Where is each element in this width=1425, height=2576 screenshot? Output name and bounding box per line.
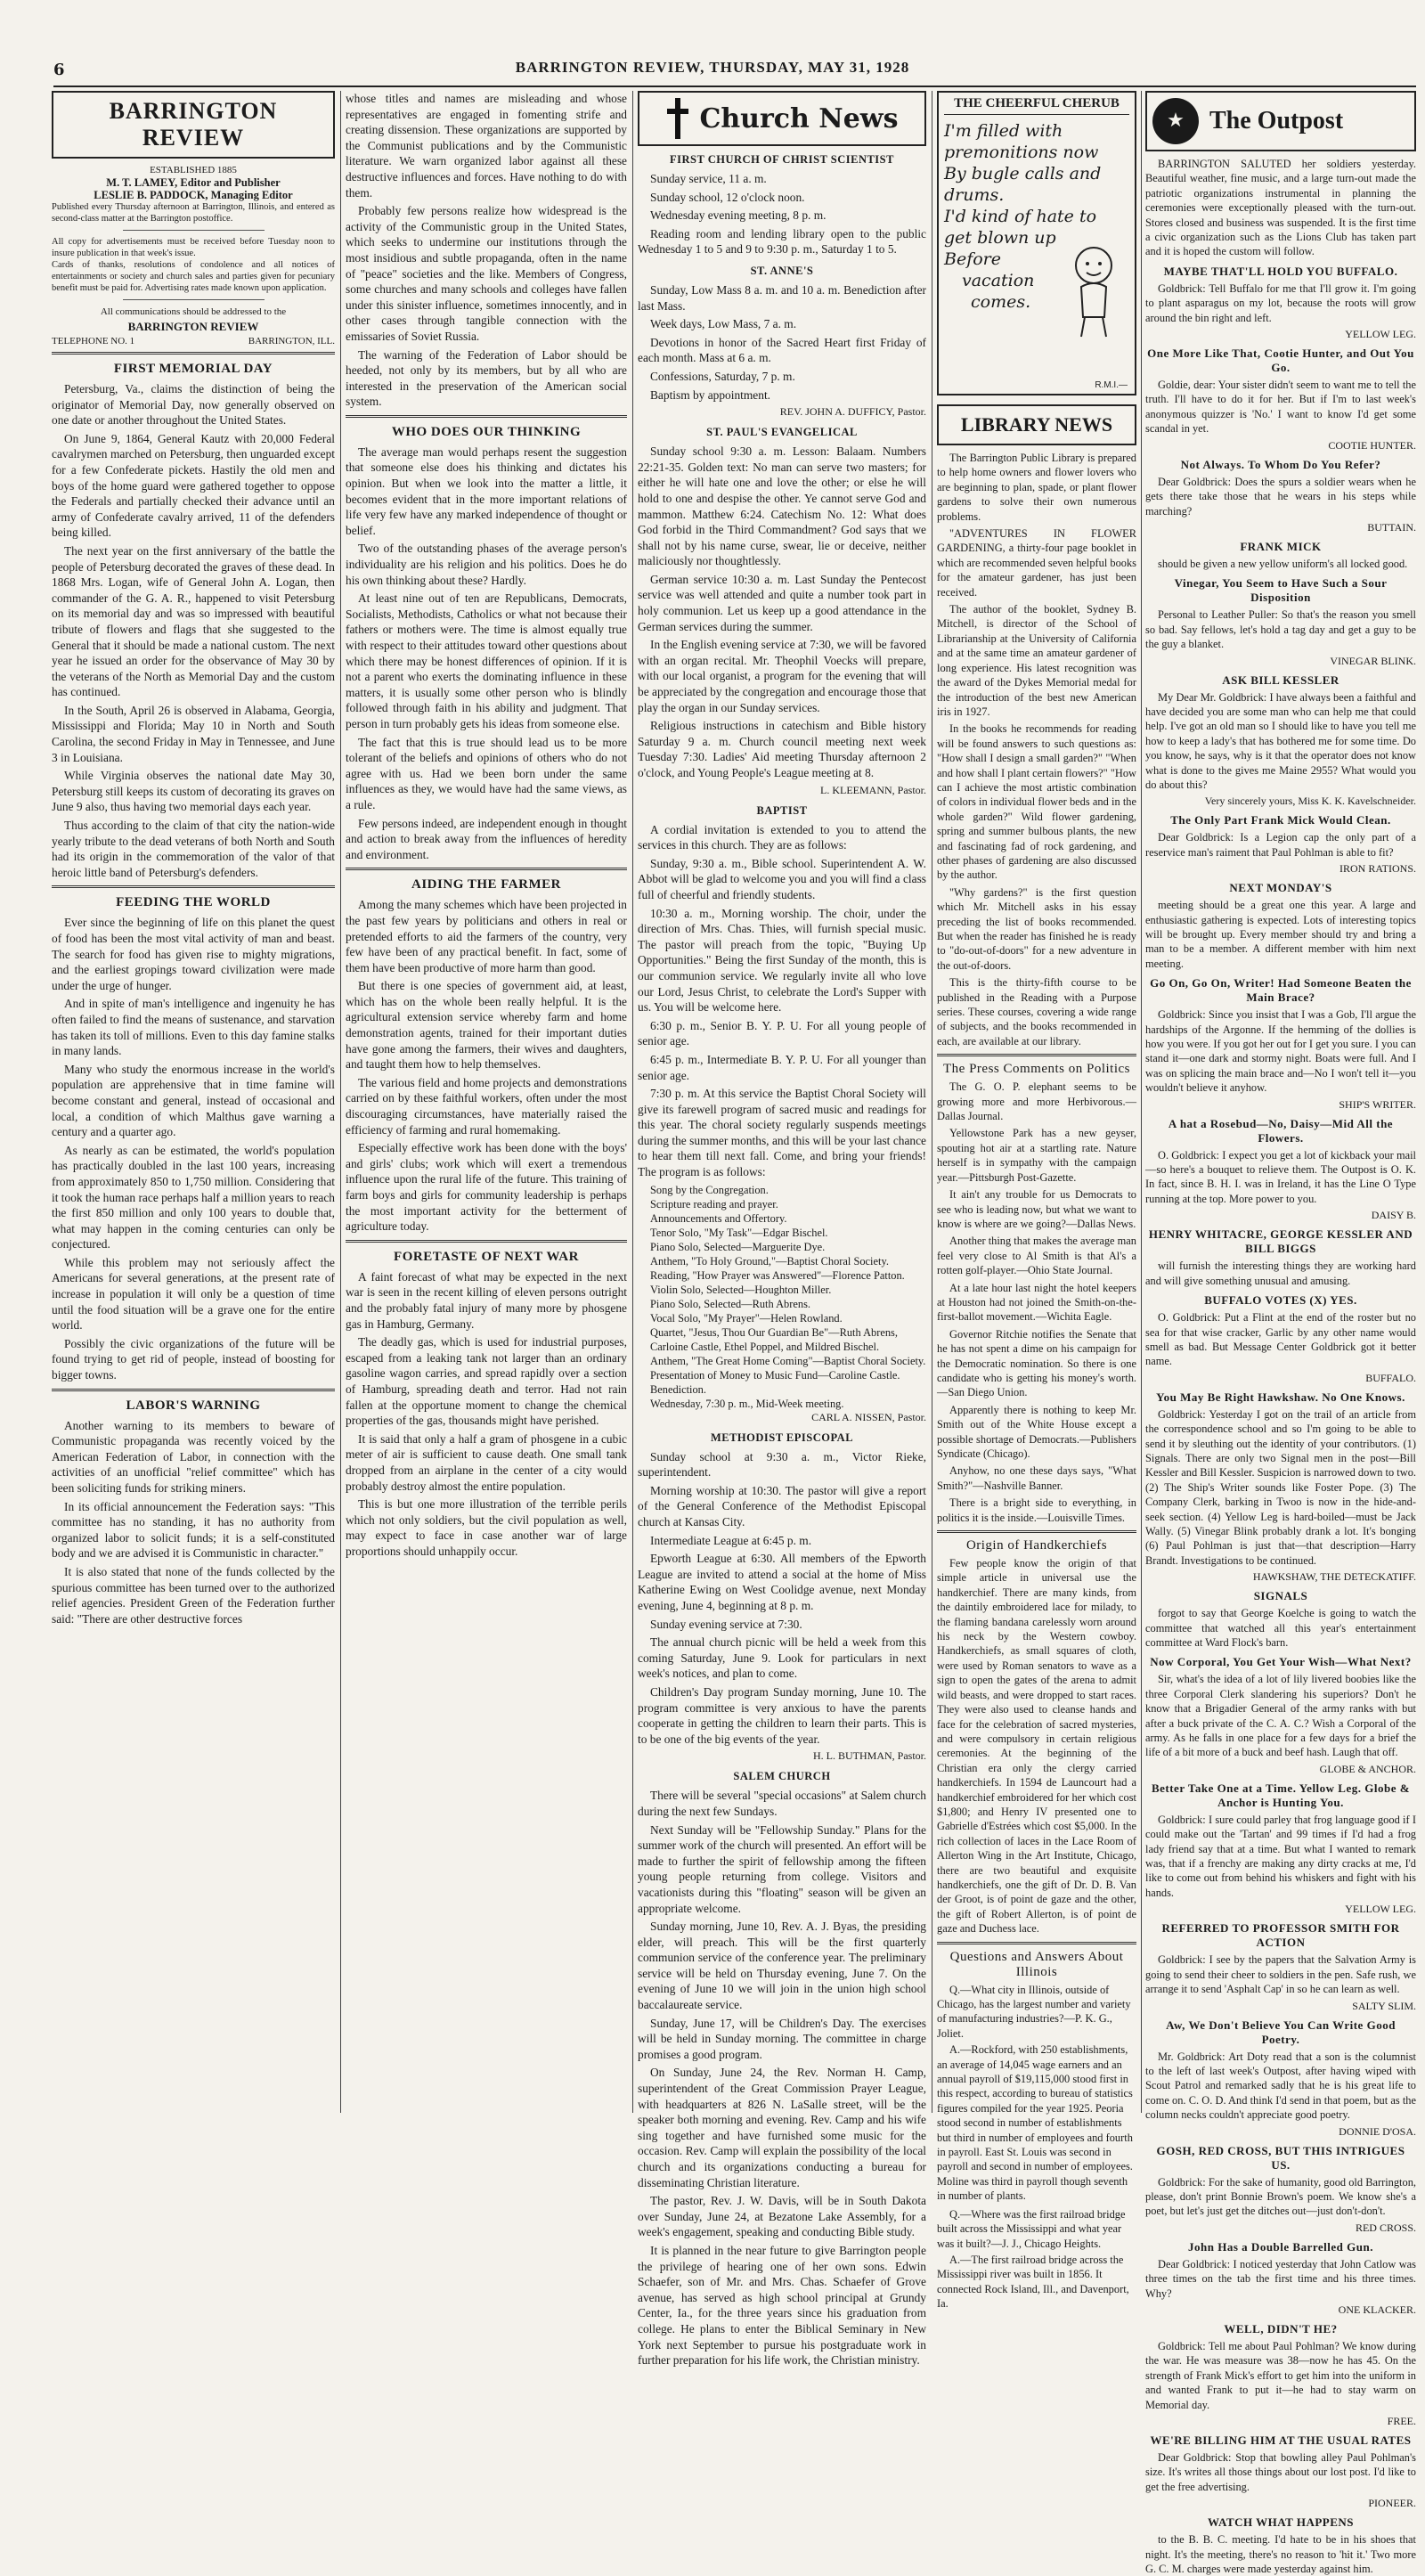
memorial-headline: FIRST MEMORIAL DAY <box>113 362 273 376</box>
outpost-title: The Outpost <box>1209 107 1344 135</box>
separator <box>346 1240 627 1243</box>
separator <box>123 299 265 300</box>
press-item: Another thing that makes the average man feel very close to Al Smith is that Al's a rotten golf-player.—Ohio State Journal. <box>937 1235 1136 1277</box>
outpost-item-text: Dear Goldbrick: Is a Legion cap the only part of a reservice man's raiment that Paul Pohlman is able to fit? <box>1145 831 1416 859</box>
outpost-item-title: You May Be Right Hawkshaw. No One Knows. <box>1156 1390 1405 1404</box>
managing-editor-line: LESLIE B. PADDOCK, Managing Editor <box>94 189 293 201</box>
separator <box>937 1942 1136 1944</box>
qa-answer: A.—The first railroad bridge across the Mississippi river was built in 1856. It connected Rock Island, Ill., and Davenport, Ia. <box>937 2253 1129 2311</box>
outpost-item-title: ASK BILL KESSLER <box>1222 673 1340 687</box>
memorial-para: In the South, April 26 is observed in Alabama, Georgia, Mississippi and Florida; May 10 in North and South Carolina, the second Friday in May in Tennessee, and June 3 in Louisiana. <box>52 703 335 764</box>
outpost-item-signature: SALTY SLIM. <box>1352 1999 1416 2012</box>
feeding-para: Possibly the civic organizations of the future will be found trying to get rid of people, instead of boosting for bigger towns. <box>52 1336 335 1382</box>
st-anne-line: Week days, Low Mass, 7 a. m. <box>650 317 797 331</box>
church-news-header <box>638 91 926 146</box>
outpost-item-text: O. Goldbrick: I expect you get a lot of kickback your mail—so here's a bouquet to relieve them. The Outpost is O. K. In fact, since B. H. I. was in Ireland, it has the Line O Type running at the top. More power to you. <box>1145 1148 1416 1205</box>
column-5 <box>1145 91 1416 2576</box>
outpost-item-text: Goldbrick: Tell Buffalo for me that I'll grow it. I'm going to plant asparagus on my lot, because the roots will grow around the bin right and left. <box>1145 281 1416 324</box>
st-anne-line: Confessions, Saturday, 7 p. m. <box>650 369 795 383</box>
thinking-para: The fact that this is true should lead us to be more tolerant of the beliefs and opinions of others who do not agree with us. Had we been born under the same influences as they, we would have had the same views, as a rule. <box>346 735 627 811</box>
program-item: Quartet, "Jesus, Thou Our Guardian Be"—Ruth Abrens, Carloine Castle, Ethel Poppel, and Mildred Bischel. <box>650 1325 898 1353</box>
feeding-para: Ever since the beginning of life on this planet the quest of food has been the most vital activity of man and beast. The search for food has given rise to mighty migrations, and the earliest gropings toward civilization were made under the urge of hunger. <box>52 916 335 992</box>
masthead-title: BARRINGTON REVIEW, THURSDAY, MAY 31, 1928 <box>515 59 910 76</box>
salem-title: SALEM CHURCH <box>733 1770 831 1783</box>
separator <box>52 352 335 355</box>
poem-line: By bugle calls and <box>944 164 1102 183</box>
outpost-item-title: WATCH WHAT HAPPENS <box>1207 2515 1355 2530</box>
press-item: At a late hour last night the hotel keepers at Houston had not joined the Smith-on-the-first-ballot movement.—Wichita Eagle. <box>937 1281 1136 1324</box>
separator <box>937 1054 1136 1056</box>
library-news-header: LIBRARY NEWS <box>937 404 1136 445</box>
cherub-icon <box>1065 244 1122 342</box>
methodist-para: Morning worship at 10:30. The pastor will give a report of the General Conference of the Methodist Episcopal church at Kansas City. <box>638 1483 926 1529</box>
press-item: It ain't any trouble for us Democrats to see who is leading now, but what we want to know is where are we going?—Dallas News. <box>937 1188 1136 1230</box>
labor-cont-para: The warning of the Federation of Labor should be heeded, not only by its members, but by all who are interested in the preservation of the American social system. <box>346 347 627 409</box>
thinking-para: The average man would perhaps resent the suggestion that someone else does his thinking and dictates his opinion. But when we look into the matter a little, it becomes evident that in the more important relations of life very few have any marked independence of thought or belief. <box>346 444 627 537</box>
outpost-item-signature: HAWKSHAW, THE DETECKATIFF. <box>1252 1570 1416 1584</box>
program-item: Piano Solo, Selected—Ruth Abrens. <box>650 1297 810 1310</box>
christian-science-line: Sunday service, 11 a. m. <box>650 172 767 185</box>
church-news-title: Church News <box>699 102 899 135</box>
handkerchiefs-headline: Origin of Handkerchiefs <box>965 1538 1108 1553</box>
program-item: Scripture reading and prayer. <box>650 1197 778 1211</box>
st-anne-title: ST. ANNE'S <box>750 264 814 277</box>
outpost-item-text: Mr. Goldbrick: Art Doty read that a son is the columnist to the left of last week's Outpost, after having wiped with Scout Patrol and remarked sadly that he is his great life to come on. C. O. D. And think I'd send in that poem, but as the column necks couldn't appreciate good poetry. <box>1145 2050 1416 2122</box>
outpost-item-text: Goldbrick: Tell me about Paul Pohlman? We know during the war. He was measure was 38—now he has 45. On the strength of Frank Mick's effort to get him into the uniform in and wanted Frank to put it—he had to stay warm on Memorial day. <box>1145 2339 1416 2411</box>
program-item: Anthem, "The Great Home Coming"—Baptist Choral Society. <box>650 1354 926 1367</box>
labor-headline: LABOR'S WARNING <box>126 1398 261 1413</box>
labor-cont-para: Probably few persons realize how widespread is the activity of the Communistic group in the United States, which seeks to undermine our institutions through the most insidious and subtle propaganda, often in the name of "peace" societies and the like. Members of Congress, some churches and many schools and colleges have fallen under this sinister influence, sometimes innocently, and in other cases through tangible connection with the emissaries of Soviet Russia. <box>346 204 627 343</box>
outpost-item-signature: IRON RATIONS. <box>1339 862 1416 876</box>
column-2 <box>346 91 627 2113</box>
war-para: It is said that only a half a gram of phosgene in a cubic meter of air is sufficient to cause death. One small tank dropped from an airplane in the center of a city would probably destroy almost the entire population. <box>346 1431 627 1493</box>
outpost-item-signature: SHIP'S WRITER. <box>1339 1097 1416 1111</box>
city: BARRINGTON, ILL. <box>248 336 335 346</box>
qa-headline: Questions and Answers About Illinois <box>949 1949 1124 1979</box>
library-para: In the books he recommends for reading will be found answers to such questions as: "How shall I design a small garden?" "When and how shall I plant certain flowers?" "How can I achieve the most artistic combination of colors in individual flower beds and in the whole garden?" Wild flower gardening, spring and summer bulbous plants, the new and fascinating fad of rock gardening, and other phases of gardening are also discussed by the author. <box>937 722 1136 882</box>
poem-line: get blown up <box>944 228 1056 248</box>
separator <box>123 230 265 231</box>
christian-science-line: Wednesday evening meeting, 8 p. m. <box>650 208 826 223</box>
war-headline: FORETASTE OF NEXT WAR <box>394 1249 579 1264</box>
outpost-item-title: SIGNALS <box>1253 1589 1308 1603</box>
salem-para: On Sunday, June 24, the Rev. Norman H. Camp, superintendent of the Great Commission Prayer League, with headquarters at 826 N. LaSalle street, will be the speaker both morning and evening. Rev. Camp and his wife sing together and have furnished some music for the occasion. Rev. Camp will explain the possibility of the local church and its organizations conducting a bureau for disseminating Christian literature. <box>638 2066 926 2189</box>
column-divider <box>340 91 341 2113</box>
qa-question: Q.—What city in Illinois, outside of Chicago, has the largest number and variety of manufacturing industries?—P. K. G., Joliet. <box>937 1983 1131 2040</box>
outpost-item-title: One More Like That, Cootie Hunter, and Out You Go. <box>1147 346 1414 375</box>
outpost-item-text: Dear Goldbrick: Stop that bowling alley Paul Pohlman's size. It's writes all those things about our lost post. I'd like to get the free advertising. <box>1145 2451 1416 2493</box>
program-item: Piano Solo, Selected—Marguerite Dye. <box>650 1240 826 1253</box>
war-para: The deadly gas, which is used for industrial purposes, escaped from a leaking tank not larger than an ordinary gasoline wagon carries, and spread rapidly over a section of Hamburg, spreading death and terror. Had not rain fallen at the opportune moment to change the chemical properties of the gas, thousands might have perished. <box>346 1335 627 1428</box>
baptist-para: 6:30 p. m., Senior B. Y. P. U. For all young people of senior age. <box>638 1018 926 1048</box>
press-item: Anyhow, no one these days says, "What Smith?"—Nashville Banner. <box>937 1464 1136 1492</box>
war-para: A faint forecast of what may be expected in the next war is seen in the recent killing of eleven persons outright and the probably fatal injury of many more by phosgene gas in Hamburg, Germany. <box>346 1269 627 1331</box>
baptist-para: 10:30 a. m., Morning worship. The choir, under the direction of Mrs. Chas. Thies, will furnish special music. The pastor will preach from the topic, "Buying Up Opportunities." Being the first Sunday of the month, this is our communion service. We regularly invite all who love our Lord, Jesus Christ, to celebrate the Lord's Supper with us. You will be welcome here. <box>638 906 926 1015</box>
feeding-para: As nearly as can be estimated, the world's population has practically doubled in the last 100 years, increasing from approximately 850 to 1,750 million. Considering that it took the human race perhaps half a million years to reach the first 850 million and only 100 years to double that, what may happen in the coming centuries can only be conjectured. <box>52 1143 335 1251</box>
outpost-item-text: to the B. B. C. meeting. I'd hate to be in his shoes that night. It's the meeting, there's no reason to 'hit it.' Two more G. C. M. charges were made yesterday against him. <box>1145 2533 1416 2576</box>
feeding-para: Many who study the enormous increase in the world's population are apprehensive that in time famine will become constant and general, instead of occasional and local, a condition of which Malthus gave warning a century and a quarter ago. <box>52 1062 335 1139</box>
handkerchiefs-para: Few people know the origin of that simple article in universal use the handkerchief. There are many kinds, from the daintily embroidered lace for milady, to the flaming bandana carelessly worn around his neck by the Western cowboy. Handkerchiefs, as small squares of cloth, were used by Roman senators to wave as a sign to open the gates of the arena to admit wild beasts, and were dropped to start races. They were also used to cleanse hands and face for the celebration of sacred mysteries, and were compulsory in certain religious ceremonies. At the beginning of the Christian era only the clergy carried handkerchiefs. In 1594 de Launcourt had a handkerchief embroidered for her which cost $1,800; and Henry IV presented one to Gabrielle d'Estrées which cost $5,000. In the rich collection of laces in the Lace Room of Allerton Wing in the Art Institute, Chicago, there are two beautiful and exquisite handkerchiefs, one the gift of Dr. D. B. Van der Groot, is of point de gaze and the other, the gift of Robert Allerton, is of point de gaze and Duchess lace. <box>937 1557 1136 1936</box>
poem-line: comes. <box>971 292 1031 312</box>
editor-line: M. T. LAMEY, Editor and Publisher <box>106 176 281 189</box>
library-para: This is the thirty-fifth course to be published in the Reading with a Purpose series. These courses, covering a wide range of subjects, and the books recommended in each, are available at our library. <box>937 976 1136 1048</box>
outpost-item-signature: BUTTAIN. <box>1367 520 1416 534</box>
outpost-item-title: Aw, We Don't Believe You Can Write Good Poetry. <box>1166 2018 1396 2046</box>
column-3 <box>638 91 926 2368</box>
masthead-rule <box>53 86 1416 87</box>
outpost-item-text: Sir, what's the idea of a lot of lily livered boobies like the three Corporal Clerk slandering his superiors? Don't he know that a Brigadier General of the army ranks with but after a buck private of the C. A. C.? Wish a Corporal of the army. As he falls in one place for a few days for a brief the life of a bit more of a buck and beef hash. Laugh that off. <box>1145 1673 1416 1759</box>
thinking-para: Two of the outstanding phases of the average person's individuality are his religion and his politics. Does he do his own thinking about these? Hardly. <box>346 542 627 587</box>
outpost-item-signature: DONNIE D'OSA. <box>1339 2124 1416 2138</box>
outpost-item-title: BUFFALO VOTES (X) YES. <box>1204 1293 1357 1308</box>
outpost-item-signature: COOTIE HUNTER. <box>1328 438 1416 452</box>
outpost-item-signature: FREE. <box>1387 2415 1416 2427</box>
program-item: Tenor Solo, "My Task"—Edgar Bischel. <box>650 1226 828 1239</box>
labor-para: Another warning to its members to beware of Communistic propaganda was recently voiced by the American Federation of Labor, in connection with the activities of an unofficial "relief committee" which has been soliciting funds for striking miners. <box>52 1418 335 1495</box>
st-paul-para: Religious instructions in catechism and Bible history Saturday 9 a. m. Church council meeting next week Tuesday 7:30. Ladies' Aid meeting Thursday afternoon 2 o'clock, and Young People's League meeting at 8. <box>638 719 926 779</box>
farmer-headline: AIDING THE FARMER <box>411 877 561 893</box>
outpost-item-title: Go On, Go On, Writer! Had Someone Beaten the Main Brace? <box>1150 976 1412 1005</box>
feeding-headline: FEEDING THE WORLD <box>116 895 271 910</box>
outpost-item-text: O. Goldbrick: Put a Flint at the end of the roster but no sea for that wise cracker, Garlic by any other name would smell as bad. But Message Center Goldbrick got it better name. <box>1145 1311 1416 1368</box>
outpost-item-title: Now Corporal, You Get Your Wish—What Next? <box>1150 1655 1412 1669</box>
christian-science-line: Sunday school, 12 o'clock noon. <box>650 190 805 204</box>
paper-name: BARRINGTON REVIEW <box>109 98 278 151</box>
outpost-item-title: A hat a Rosebud—No, Daisy—Mid All the Flowers. <box>1168 1116 1394 1145</box>
cherub-signature: R.M.I.— <box>1095 380 1128 390</box>
salem-para: There will be several "special occasions" at Salem church during the next few Sundays. <box>638 1789 926 1818</box>
outpost-item-signature: Very sincerely yours, Miss K. K. Kavelschneider. <box>1204 795 1416 808</box>
published-note: Published every Thursday afternoon at Barrington, Illinois, and entered as second-class matter at the Barrington postoffice. <box>52 202 335 224</box>
press-comments-headline: The Press Comments on Politics <box>943 1062 1130 1077</box>
library-para: "ADVENTURES IN FLOWER GARDENING, a thirty-four page booklet in which are recommended seven helpful books for the amateur gardener, has just been received. <box>937 527 1136 599</box>
memorial-para: On June 9, 1864, General Kautz with 20,000 Federal cavalrymen marched on Petersburg, then unguarded except for a few Confederate pickets. Hastily the old men and boys of the home guard were gathered together to oppose the Federals and partially checked their advance until an army of Confederate cavalry arrived, 11 of the defenders being killed. <box>52 431 335 540</box>
poem-line: premonitions now <box>944 143 1099 162</box>
baptist-title: BAPTIST <box>756 803 808 817</box>
outpost-item-title: WE'RE BILLING HIM AT THE USUAL RATES <box>1150 2433 1412 2447</box>
separator <box>52 885 335 888</box>
outpost-intro: BARRINGTON SALUTED her soldiers yesterday. Beautiful weather, fine music, and a large turn-out made the patriotic organizations instrumental in planning the ceremonies were exceptionally pleased with the turn-out. Stores closed and business was suspended. It is the first time a civic organization such as the Lions Club has taken part and it is hoped the custom will follow. <box>1145 158 1416 258</box>
program-item: Anthem, "To Holy Ground,"—Baptist Choral Society. <box>650 1254 889 1268</box>
cross-icon <box>665 98 690 139</box>
communications-note: All communications should be addressed to the <box>100 306 287 317</box>
outpost-item-title: NEXT MONDAY'S <box>1229 881 1332 895</box>
outpost-item-title: FRANK MICK <box>1240 539 1322 553</box>
outpost-item-signature: GLOBE & ANCHOR. <box>1319 1762 1416 1775</box>
outpost-item-text: Goldbrick: I see by the papers that the Salvation Army is going to send their cheer to soldiers in the pen. Safe rush, we arrange it to send 'Asphalt Cap' in so he can learn as well. <box>1145 1953 1416 1996</box>
outpost-item-signature: YELLOW LEG. <box>1345 1903 1416 1916</box>
qa-question: Q.—Where was the first railroad bridge built across the Mississippi and what year was it built?—J. J., Chicago Heights. <box>937 2207 1126 2250</box>
outpost-header <box>1145 91 1416 151</box>
thinking-para: Few persons indeed, are independent enough in thought and action to break away from the influences of heredity and environment. <box>346 816 627 861</box>
press-item: There is a bright side to everything, in politics it is the inside.—Louisville Times. <box>937 1496 1136 1524</box>
press-item: Yellowstone Park has a new geyser, spouting hot air at a startling rate. Nature herself is in sympathy with the campaign year.—Pittsburgh Post-Gazette. <box>937 1127 1136 1184</box>
methodist-para: Intermediate League at 6:45 p. m. <box>650 1533 812 1547</box>
library-para: The author of the booklet, Sydney B. Mitchell, is director of the School of Librarianship at the University of California and at the same time an amateur gardener of long experience. His latest recognition was the award of the Dykes Memorial medal for the introduction of the best new American iris in 1927. <box>937 603 1136 718</box>
feeding-para: And in spite of man's intelligence and ingenuity he has often failed to find the means of sustenance, and starvation has taken its toll of millions. Even to this day famine stalks in many lands. <box>52 997 335 1058</box>
address-name: BARRINGTON REVIEW <box>127 320 259 333</box>
outpost-item-title: The Only Part Frank Mick Would Clean. <box>1170 813 1391 827</box>
legion-seal-icon: ★ <box>1152 98 1199 144</box>
cards-note: Cards of thanks, resolutions of condolence and all notices of entertainments or society and church sales and parties given for pecuniary benefit must be paid for. Advertising rates made known upon application. <box>52 260 335 293</box>
salem-para: Sunday, June 17, will be Children's Day. The exercises will be held in Sunday morning. The committee in charge promises a good program. <box>638 2016 926 2061</box>
program-item: Wednesday, 7:30 p. m., Mid-Week meeting. <box>650 1397 844 1410</box>
outpost-item-text: Dear Goldbrick: I noticed yesterday that John Catlow was three times on the tab the first time and his three times. Why? <box>1145 2257 1416 2300</box>
poem-line: I'd kind of hate to <box>944 207 1097 226</box>
copy-note: All copy for advertisements must be received before Tuesday noon to insure publication in that week's issue. <box>52 237 335 258</box>
outpost-item-text: Personal to Leather Puller: So that's the reason you smell so bad. Say fellows, let's hold a tag day and get a guy to be the guy a blanket. <box>1145 608 1416 651</box>
baptist-para: Sunday, 9:30 a. m., Bible school. Superintendent A. W. Abbot will be glad to welcome you and you will find a class full of cheerful and friendly students. <box>638 856 926 901</box>
outpost-item-text: meeting should be a great one this year. A large and enthusiastic gathering is expected. Lots of interesting topics will be brought up. Every member should try and bring a man to be a member. A different member with him next meeting. <box>1145 899 1416 970</box>
library-para: "Why gardens?" is the first question which Mr. Mitchell asks in his essay preceding the list of books recommended. But when the reader has finished he is ready to "do-out-of-doors" for a new adventure in the out-of-doors. <box>937 885 1136 972</box>
st-anne-line: Devotions in honor of the Sacred Heart first Friday of each month. Mass at 6 a. m. <box>638 335 926 365</box>
program-item: Vocal Solo, "My Prayer"—Helen Rowland. <box>650 1311 843 1325</box>
press-item: Apparently there is nothing to keep Mr. Smith out of the White House except a possible shortage of Democrats.—Publishers Syndicate (Chicago). <box>937 1403 1136 1460</box>
salem-para: The pastor, Rev. J. W. Davis, will be in South Dakota over Sunday, June 24, at Bezatone Lake Assembly, for a week's engagement, speaking and conducting Bible study. <box>638 2194 926 2239</box>
outpost-item-signature: ONE KLACKER. <box>1338 2303 1416 2316</box>
outpost-item-text: Goldbrick: For the sake of humanity, good old Barrington, please, don't print Bonnie Brown's poem. We know she's a poet, but let's just get the ditches out—just don't-don't. <box>1145 2175 1416 2218</box>
baptist-para: 7:30 p. m. At this service the Baptist Choral Society will give its farewell program of sacred music and readings for this year. The choral society regularly suspends meetings during the summer months, and this will be your last chance to hear them till next fall. Come, and bring your friends! The program is as follows: <box>638 1087 926 1179</box>
methodist-para: Epworth League at 6:30. All members of the Epworth League are invited to attend a social at the home of Miss Katherine Ewing on West Coolidge avenue, next Monday evening, June 4, beginning at 8 p. m. <box>638 1552 926 1612</box>
column-4 <box>937 91 1136 2311</box>
outpost-item-text: forgot to say that George Koelche is going to watch the committee that watched all this year's entertainment committee at Ward Flock's barn. <box>1145 1607 1416 1649</box>
farmer-para: Especially effective work has been done with the boys' and girls' clubs; work which will exert a tremendous influence upon the rural life of the future. This training of farm boys and girls for community leadership is perhaps the most important activity for the betterment of agriculture today. <box>346 1141 627 1234</box>
paper-nameplate <box>52 91 335 159</box>
memorial-para: While Virginia observes the national date May 30, Petersburg still keeps its custom of decorating its graves on June 9 also, thus having two memorial days each year. <box>52 769 335 814</box>
outpost-item-text: should be given a new yellow uniform's all locked good. <box>1158 557 1408 570</box>
st-paul-para: Sunday school 9:30 a. m. Lesson: Balaam. Numbers 22:21-35. Golden text: No man can serve two masters; for either he will hate one and love the other; or else he will hold to one and despise the other. Ye cannot serve God and mammon. Matthew 6:24. Catechism No. 12: What does God forbid in the Third Commandment? God says that we shall not by his name curse, swear, lie or deceive, neither maliciously nor thoughtlessly. <box>638 444 926 568</box>
outpost-item-signature: PIONEER. <box>1368 2497 1416 2510</box>
labor-cont-para: whose titles and names are misleading and whose representatives are engaged in fomenting strife and creating dissension. These organizations are supported by the Communist publications and by the Communistic literature. We warn organized labor against all these destructive influences and forces. Have nothing to do with them. <box>346 92 627 200</box>
outpost-item-signature: YELLOW LEG. <box>1345 328 1416 341</box>
poem-line: Before <box>944 249 1002 269</box>
outpost-item-text: Goldbrick: I sure could parley that frog language good if I could make out the 'Tartan' and 99 times if I'd had a frog lady friend say that at a time. But what I wanted to remark was, that if a frenchy are making any dirty cracks at me, I'd like to come out from behind his whiskers and fight with his hands. <box>1145 1813 1416 1899</box>
press-item: Governor Ritchie notifies the Senate that he has not spent a dime on his campaign for the Democratic nomination. So there is one candidate who is getting his money's worth.—San Diego Union. <box>937 1327 1136 1399</box>
baptist-para: A cordial invitation is extended to you to attend the services in this church. They are as follows: <box>638 822 926 852</box>
thinking-headline: WHO DOES OUR THINKING <box>391 424 582 439</box>
outpost-item-text: Goldbrick: Since you insist that I was a Gob, I'll argue the hardships of the Argonne. If the hemming of the dollies is how you were. If you got her out for I get you sure. I you can stand it—one dark and stormy night. Boats were full. And I was on splicing the main brace and—No I won't tell it—you wouldn't believe it anyhow. <box>1145 1008 1416 1095</box>
program-item: Reading, "How Prayer was Answered"—Florence Patton. <box>650 1268 905 1282</box>
labor-para: In its official announcement the Federation says: "This committee has no standing, it has no authority from organized labor to solicit funds; it is a self-constituted body and we are advised it is Communistic in character." <box>52 1499 335 1561</box>
outpost-item-text: Dear Goldbrick: Does the spurs a soldier wears when he gets there take those that he wears in his steps while marching? <box>1145 475 1416 518</box>
library-para: The Barrington Public Library is prepared to help home owners and flower lovers who are beginning to plan, spade, or plant flower gardens to solve their own numerous problems. <box>937 452 1136 523</box>
separator <box>937 1530 1136 1533</box>
separator <box>52 1389 335 1391</box>
press-item: The G. O. P. elephant seems to be growing more and more Herbivorous.—Dallas Journal. <box>937 1080 1136 1123</box>
column-divider <box>1141 91 1142 2113</box>
farmer-para: But there is one species of government aid, at least, which has on the whole been really helpful. It is the agricultural extension service whereby farm and home demonstration agents, trained for their important duties have gone among the farmers, their wives and daughters, and taught them how to help themselves. <box>346 979 627 1072</box>
methodist-para: Sunday evening service at 7:30. <box>650 1617 802 1631</box>
outpost-item-title: Vinegar, You Seem to Have Such a Sour Disposition <box>1174 576 1388 605</box>
christian-science-title: FIRST CHURCH OF CHRIST SCIENTIST <box>670 153 894 166</box>
salem-para: Sunday morning, June 10, Rev. A. J. Byas, the presiding elder, will preach. This will be the first quarterly communion service of the conference year. The preliminary service will be held on Thursday evening, June 7. On the evening of June 10 we will join in the union high school baccalaureate service. <box>638 1920 926 2012</box>
outpost-item-title: MAYBE THAT'LL HOLD YOU BUFFALO. <box>1163 264 1398 278</box>
separator <box>346 868 627 870</box>
st-anne-signature: REV. JOHN A. DUFFICY, Pastor. <box>779 405 926 419</box>
poem-line: I'm filled with <box>944 121 1063 141</box>
methodist-para: Children's Day program Sunday morning, June 10. The program committee is very anxious to have the parents cooperate in getting the children to learn their parts. This is to be one of the big events of the year. <box>638 1684 926 1746</box>
program-item: Presentation of Money to Music Fund—Caroline Castle. <box>650 1368 900 1382</box>
st-anne-line: Baptism by appointment. <box>650 387 771 402</box>
methodist-signature: H. L. BUTHMAN, Pastor. <box>812 1749 926 1763</box>
salem-para: It is planned in the near future to give Barrington people the privilege of hearing one of her own sons. Edwin Schaefer, son of Mr. and Mrs. Chas. Schaefer of Grove avenue, has served as high school principal at Grundy Center, Ia., for the three years since his graduation from college. He plans to enter the Biblical Seminary in New York next September to pursue his postgraduate work in further preparation for his life work, the Christian ministry. <box>638 2243 926 2368</box>
st-anne-line: Sunday, Low Mass 8 a. m. and 10 a. m. Benediction after last Mass. <box>638 282 926 313</box>
outpost-item-text: My Dear Mr. Goldbrick: I have always been a faithful and have decided you are some man who can help me that could help. I've got an old man so I should like to have you tell me how to keep a lady's that has bothered me for some time. Do you know, he says, why is it that the operator does not know what is done to the gives me Maine 2955? What would you do about this? <box>1145 690 1416 791</box>
christian-science-line: Reading room and lending library open to the public Wednesday 1 to 5 and 9 to 9:30 p. m., Saturday 1 to 5. <box>638 226 926 257</box>
column-divider <box>632 91 633 2113</box>
st-paul-signature: L. KLEEMANN, Pastor. <box>820 783 926 796</box>
farmer-para: Among the many schemes which have been projected in the past few years by politicians and others in real or pretended efforts to aid the farmers of the country, very few have been of any practical benefit. In fact, some of them have been productive of more harm than good. <box>346 898 627 974</box>
baptist-para: 6:45 p. m., Intermediate B. Y. P. U. For all younger than senior age. <box>638 1052 926 1082</box>
outpost-item-title: WELL, DIDN'T HE? <box>1224 2321 1338 2336</box>
separator <box>346 415 627 418</box>
labor-para: It is also stated that none of the funds collected by the spurious committee has been turned over to the authorized relief agencies. President Green of the Federation further said: "There are other destructive forces <box>52 1564 335 1626</box>
outpost-item-title: Better Take One at a Time. Yellow Leg. Globe & Anchor is Hunting You. <box>1151 1781 1411 1809</box>
salem-para: Next Sunday will be "Fellowship Sunday." Plans for the summer work of the church will presented. An effort will be made to further the spirit of fellowship among the fifteen young people returning from college. Visitors and vacationists during this "floating" season will be given an appropriate welcome. <box>638 1822 926 1915</box>
outpost-item-text: will furnish the interesting things they are working hard and will give something unusual and amusing. <box>1145 1259 1416 1287</box>
qa-answer: A.—Rockford, with 250 establishments, an average of 14,045 wage earners and an annual payroll of $19,115,000 stood first in this respect, according to bureau of statistics figures compiled for the year 1925. Peoria stood second in number of establishments but third in number of employees and fourth in payroll. East St. Louis was second in payroll and second in number of employees. Moline was third in payroll though seventh in number of plants. <box>937 2043 1133 2203</box>
methodist-para: The annual church picnic will be held a week from this coming Saturday, June 9. Look for particulars in next week's notices, and plan to come. <box>638 1635 926 1681</box>
methodist-para: Sunday school at 9:30 a. m., Victor Rieke, superintendent. <box>638 1449 926 1480</box>
outpost-items <box>1145 265 1416 2576</box>
outpost-item-signature: RED CROSS. <box>1355 2221 1416 2234</box>
methodist-title: METHODIST EPISCOPAL <box>710 1431 854 1444</box>
war-para: This is but one more illustration of the terrible perils which not only soldiers, but the civil population as well, may expect to face in case another war of large proportions should unhappily occur. <box>346 1497 627 1558</box>
outpost-item-signature: DAISY B. <box>1371 1209 1416 1222</box>
memorial-para: Petersburg, Va., claims the distinction of being the originator of Memorial Day, now generally observed on one date or another throughout the United States. <box>52 382 335 428</box>
memorial-para: The next year on the first anniversary of the battle the people of Petersburg decorated the graves of these dead. In 1868 Mrs. Logan, wife of General John A. Logan, then commander of the G. A. R., happened to visit Petersburg on its memorial day and was so impressed with beautiful tribute of flowers and flags that she suggested to the General that it should be made a national custom. The next year he issued an order for the observance of May 30 by the veterans of the North as Memorial Day and the custom has continued. <box>52 543 335 699</box>
thinking-para: At least nine out of ten are Republicans, Democrats, Socialists, Methodists, Catholics or what not because their fathers or mothers were. The time is almost equally true with respect to their attitudes toward other questions about which there may be honest differences of opinion. If it is not a parent who exerts the dominating influence in these matters, it is usually some other person who is blindly followed through faith in his ability and judgment. That person in turn probably gets his ideas from someone else. <box>346 591 627 730</box>
poem-line: drums. <box>944 185 1005 205</box>
outpost-item-text: Goldbrick: Yesterday I got on the trail of an article from the correspondence school and so I'm going to be able to send it by sleuthing out the identity of your contributors. (1) Signals. There are only two Signal men in the post—Bill Kessler and Bill Kessler. Suspicion is narrowed down to two. (2) The Ship's Writer sounds like Foster Pope. (3) The Company Clerk, barking in Twoo is now in the hide-and-seek section. (4) Yellow Leg is hard-boiled—must be Jack Wally. (5) Vinegar Blink probably drank a lot. It's bonging (6) Paul Pohlman is just that—that description—Harry Brandt. Investigations to be continued. <box>1145 1407 1416 1567</box>
program-item: Song by the Congregation. <box>650 1183 769 1196</box>
masthead <box>0 55 1425 82</box>
program-item: Violin Solo, Selected—Houghton Miller. <box>650 1283 832 1296</box>
outpost-item-signature: BUFFALO. <box>1365 1371 1416 1384</box>
outpost-item-text: Goldie, dear: Your sister didn't seem to want me to tell the truth. I'll have to do it for her. But if I'm to last week's anonymous quizzer is 'No.' I want to know I'd get some scandal in yet. <box>1145 379 1416 436</box>
column-1 <box>52 91 335 2113</box>
st-paul-para: German service 10:30 a. m. Last Sunday the Pentecost service was well attended and quite a number took part in holy communion. Let us keep up a good attendance in the German services during the summer. <box>638 572 926 633</box>
outpost-item-title: REFERRED TO PROFESSOR SMITH FOR ACTION <box>1161 1921 1400 1950</box>
telephone: TELEPHONE NO. 1 <box>52 336 135 346</box>
st-paul-title: ST. PAUL'S EVANGELICAL <box>706 426 858 439</box>
program-item: Announcements and Offertory. <box>650 1211 787 1225</box>
poem-line: vacation <box>962 271 1035 290</box>
page-number: 6 <box>53 61 65 79</box>
outpost-item-title: John Has a Double Barrelled Gun. <box>1188 2239 1373 2254</box>
st-paul-para: In the English evening service at 7:30, we will be favored with an organ recital. Mr. Theophil Voecks will prepare, with our local organist, a program for the evening that will be appreciated by the congregation and encourage those that play the organ in our Sunday services. <box>638 638 926 714</box>
feeding-para: While this problem may not seriously affect the Americans for several generations, at the present rate of increase in population it will only be a question of time until the food situation will be a grave one for the entire world. <box>52 1255 335 1333</box>
outpost-item-signature: VINEGAR BLINK. <box>1330 654 1416 667</box>
outpost-item-title: Not Always. To Whom Do You Refer? <box>1180 457 1381 471</box>
memorial-para: Thus according to the claim of that city the nation-wide yearly tribute to the dead veterans of both North and South had its origin in the commemoration of the valor of that heroic little band of Petersburg's defenders. <box>52 819 335 879</box>
outpost-item-title: GOSH, RED CROSS, BUT THIS INTRIGUES US. <box>1156 2143 1405 2172</box>
baptist-signature: CARL A. NISSEN, Pastor. <box>811 1410 926 1423</box>
cheerful-cherub-box <box>937 91 1136 395</box>
program-item: Benediction. <box>650 1382 706 1396</box>
outpost-item-title: HENRY WHITACRE, GEORGE KESSLER AND BILL BIGGS <box>1148 1227 1413 1256</box>
address-line <box>52 336 335 346</box>
farmer-para: The various field and home projects and demonstrations carried on by these faithful workers, often under the most discouraging circumstances, have materially raised the efficiency of farming and rural homemaking. <box>346 1075 627 1137</box>
established-line: ESTABLISHED 1885 <box>150 165 237 175</box>
cherub-title: THE CHEERFUL CHERUB <box>944 96 1129 115</box>
